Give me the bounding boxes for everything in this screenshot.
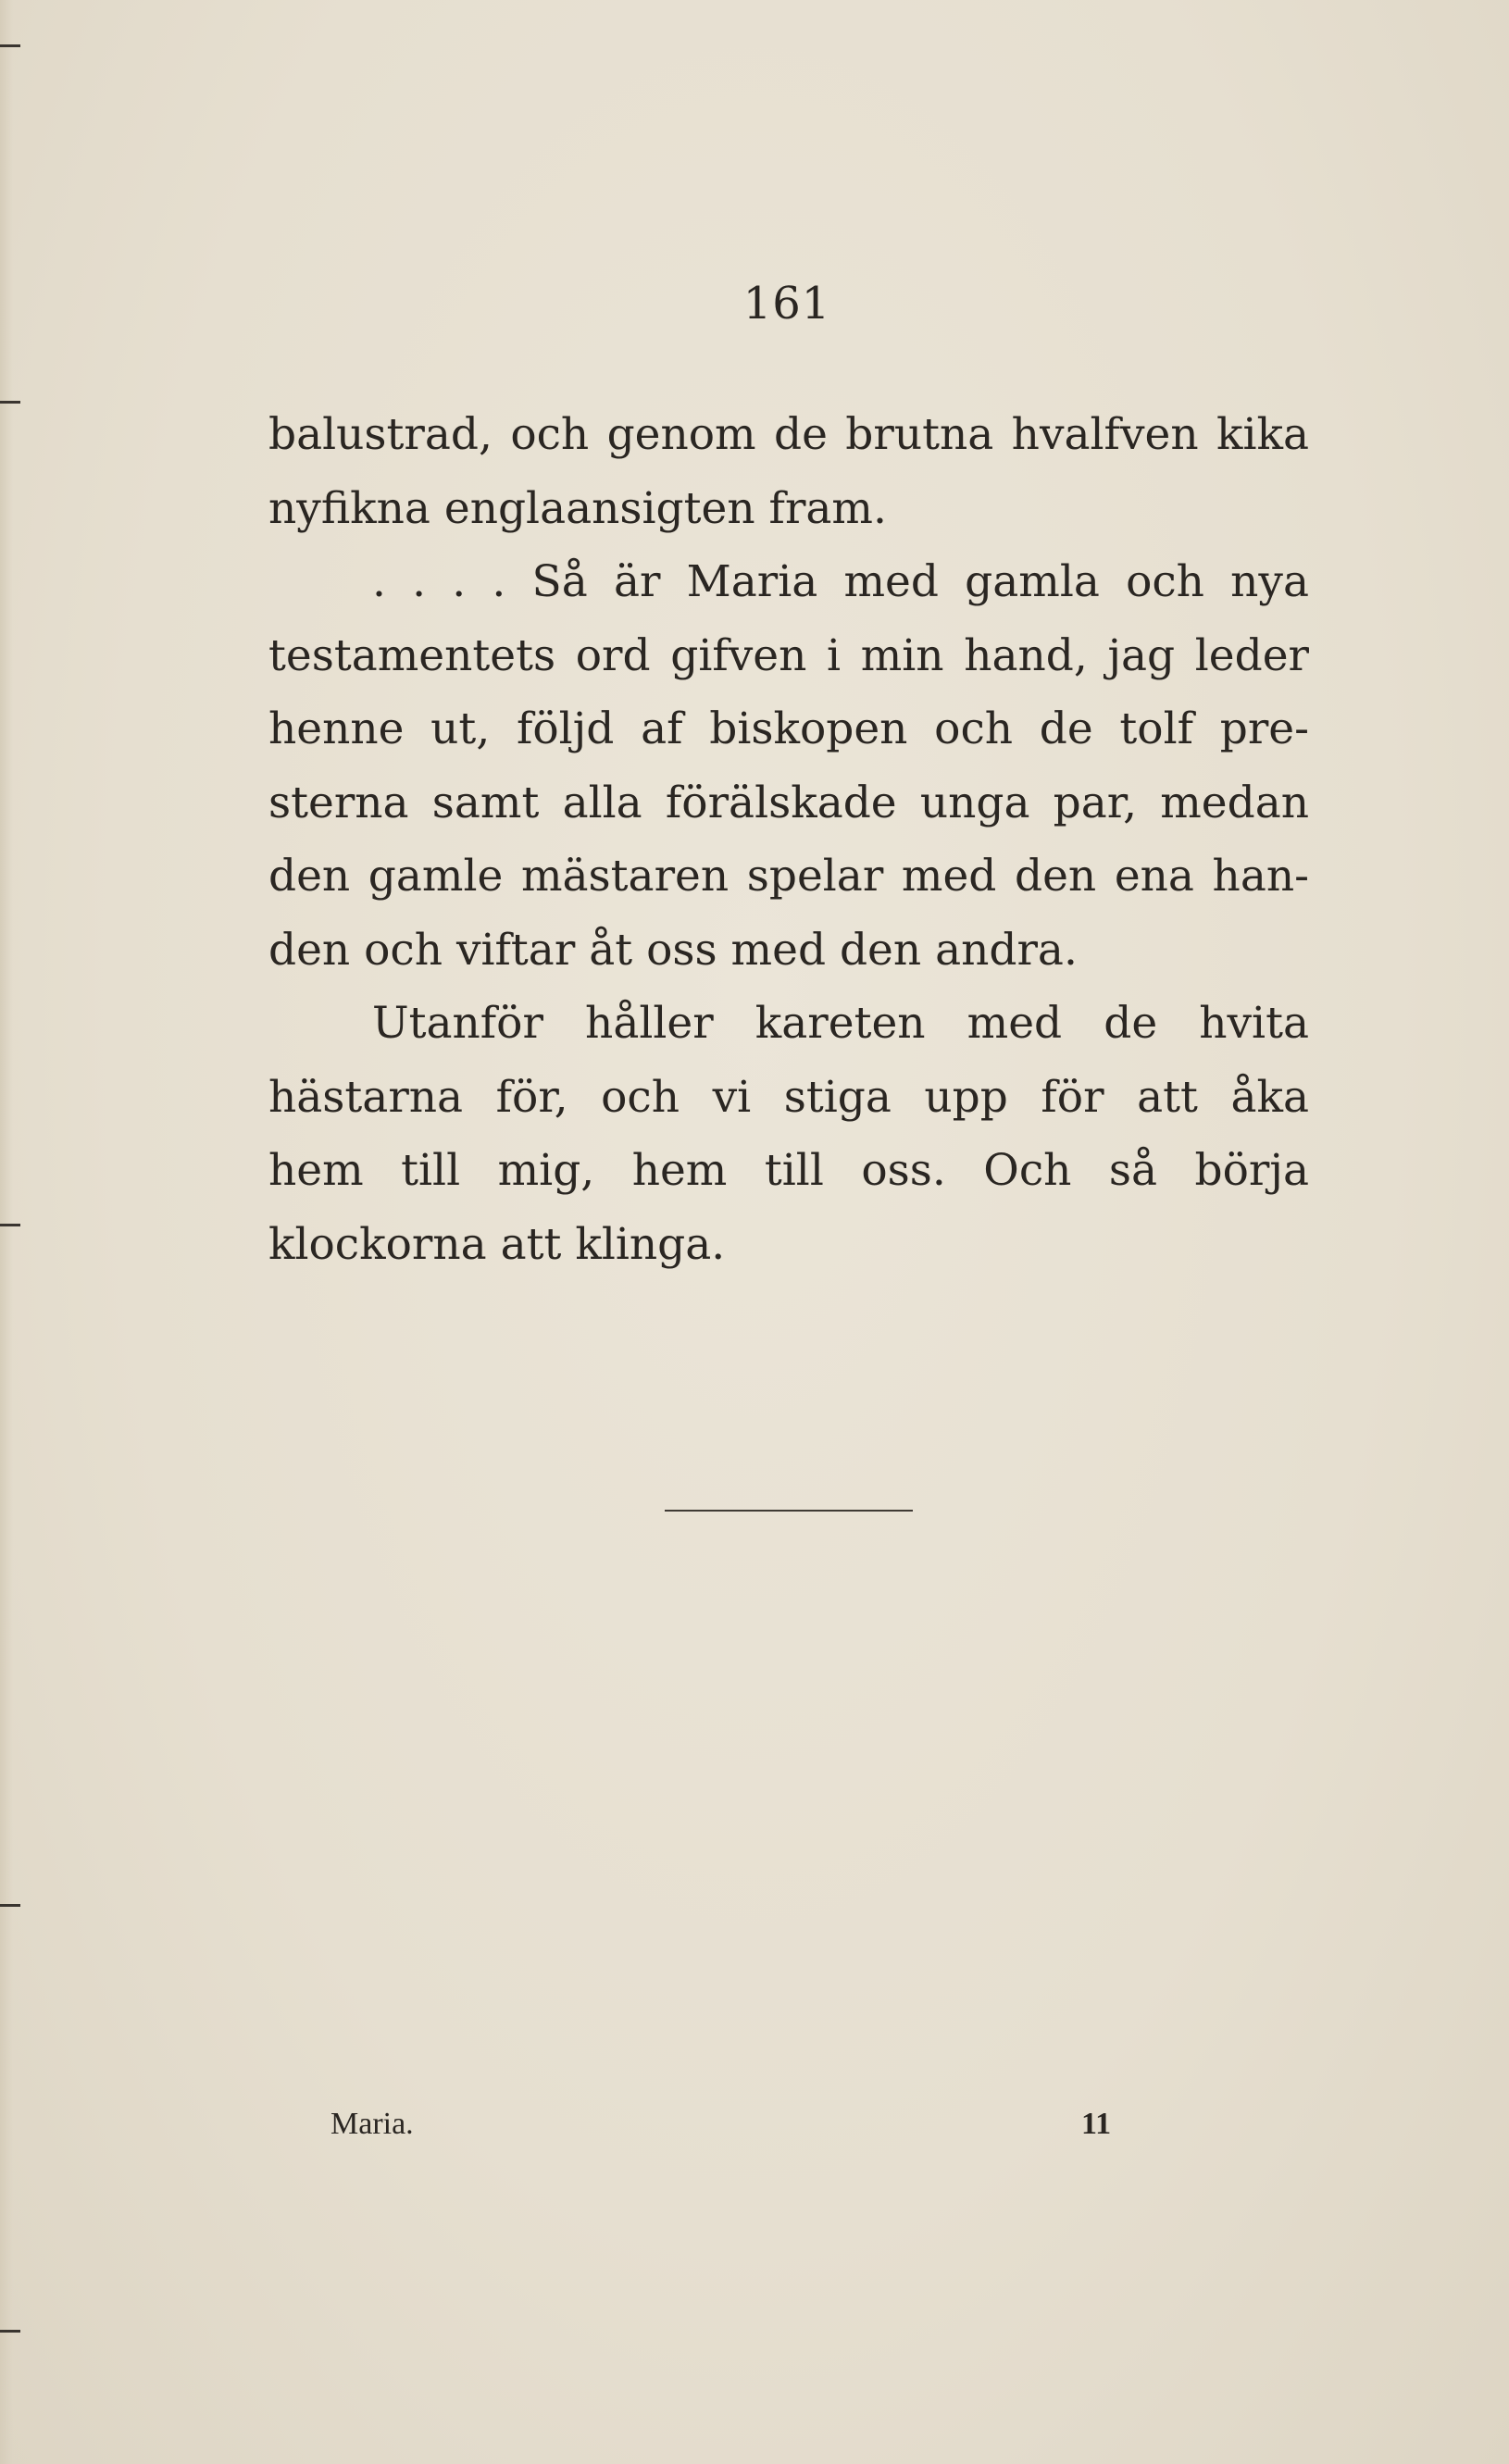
body-text xyxy=(268,398,1309,1281)
text-line: balustrad, och genom de brutna hvalfven kika xyxy=(268,409,1309,460)
text-line: testamentets ord gifven i min hand, jag leder xyxy=(268,629,1309,681)
edge-mark xyxy=(0,401,20,404)
signature-number: 11 xyxy=(1081,2107,1112,2141)
edge-mark xyxy=(0,1904,20,1907)
text-line: klockorna att klinga. xyxy=(268,1218,726,1270)
text-line: hem till mig, hem till oss. Och så börja xyxy=(268,1145,1309,1196)
text-line: sterna samt alla förälskade unga par, medan xyxy=(268,777,1309,828)
text-line: Utanför håller kareten med de hvita xyxy=(372,998,1309,1049)
page-edge-shadow xyxy=(0,0,13,2464)
text-line: henne ut, följd af biskopen och de tolf pre- xyxy=(268,703,1309,754)
text-line: nyfikna englaansigten fram. xyxy=(268,482,887,534)
text-line: den och viftar åt oss med den andra. xyxy=(268,924,1078,976)
edge-mark xyxy=(0,44,20,47)
edge-mark xyxy=(0,2330,20,2333)
text-line: hästarna för, och vi stiga upp för att åka xyxy=(268,1071,1309,1123)
signature-title: Maria. xyxy=(330,2107,414,2141)
section-divider xyxy=(665,1510,913,1512)
page-number: 161 xyxy=(742,278,831,330)
text-line: . . . . Så är Maria med gamla och nya xyxy=(372,556,1309,607)
text-line: den gamle mästaren spelar med den ena han- xyxy=(268,851,1309,902)
edge-mark xyxy=(0,1224,20,1226)
